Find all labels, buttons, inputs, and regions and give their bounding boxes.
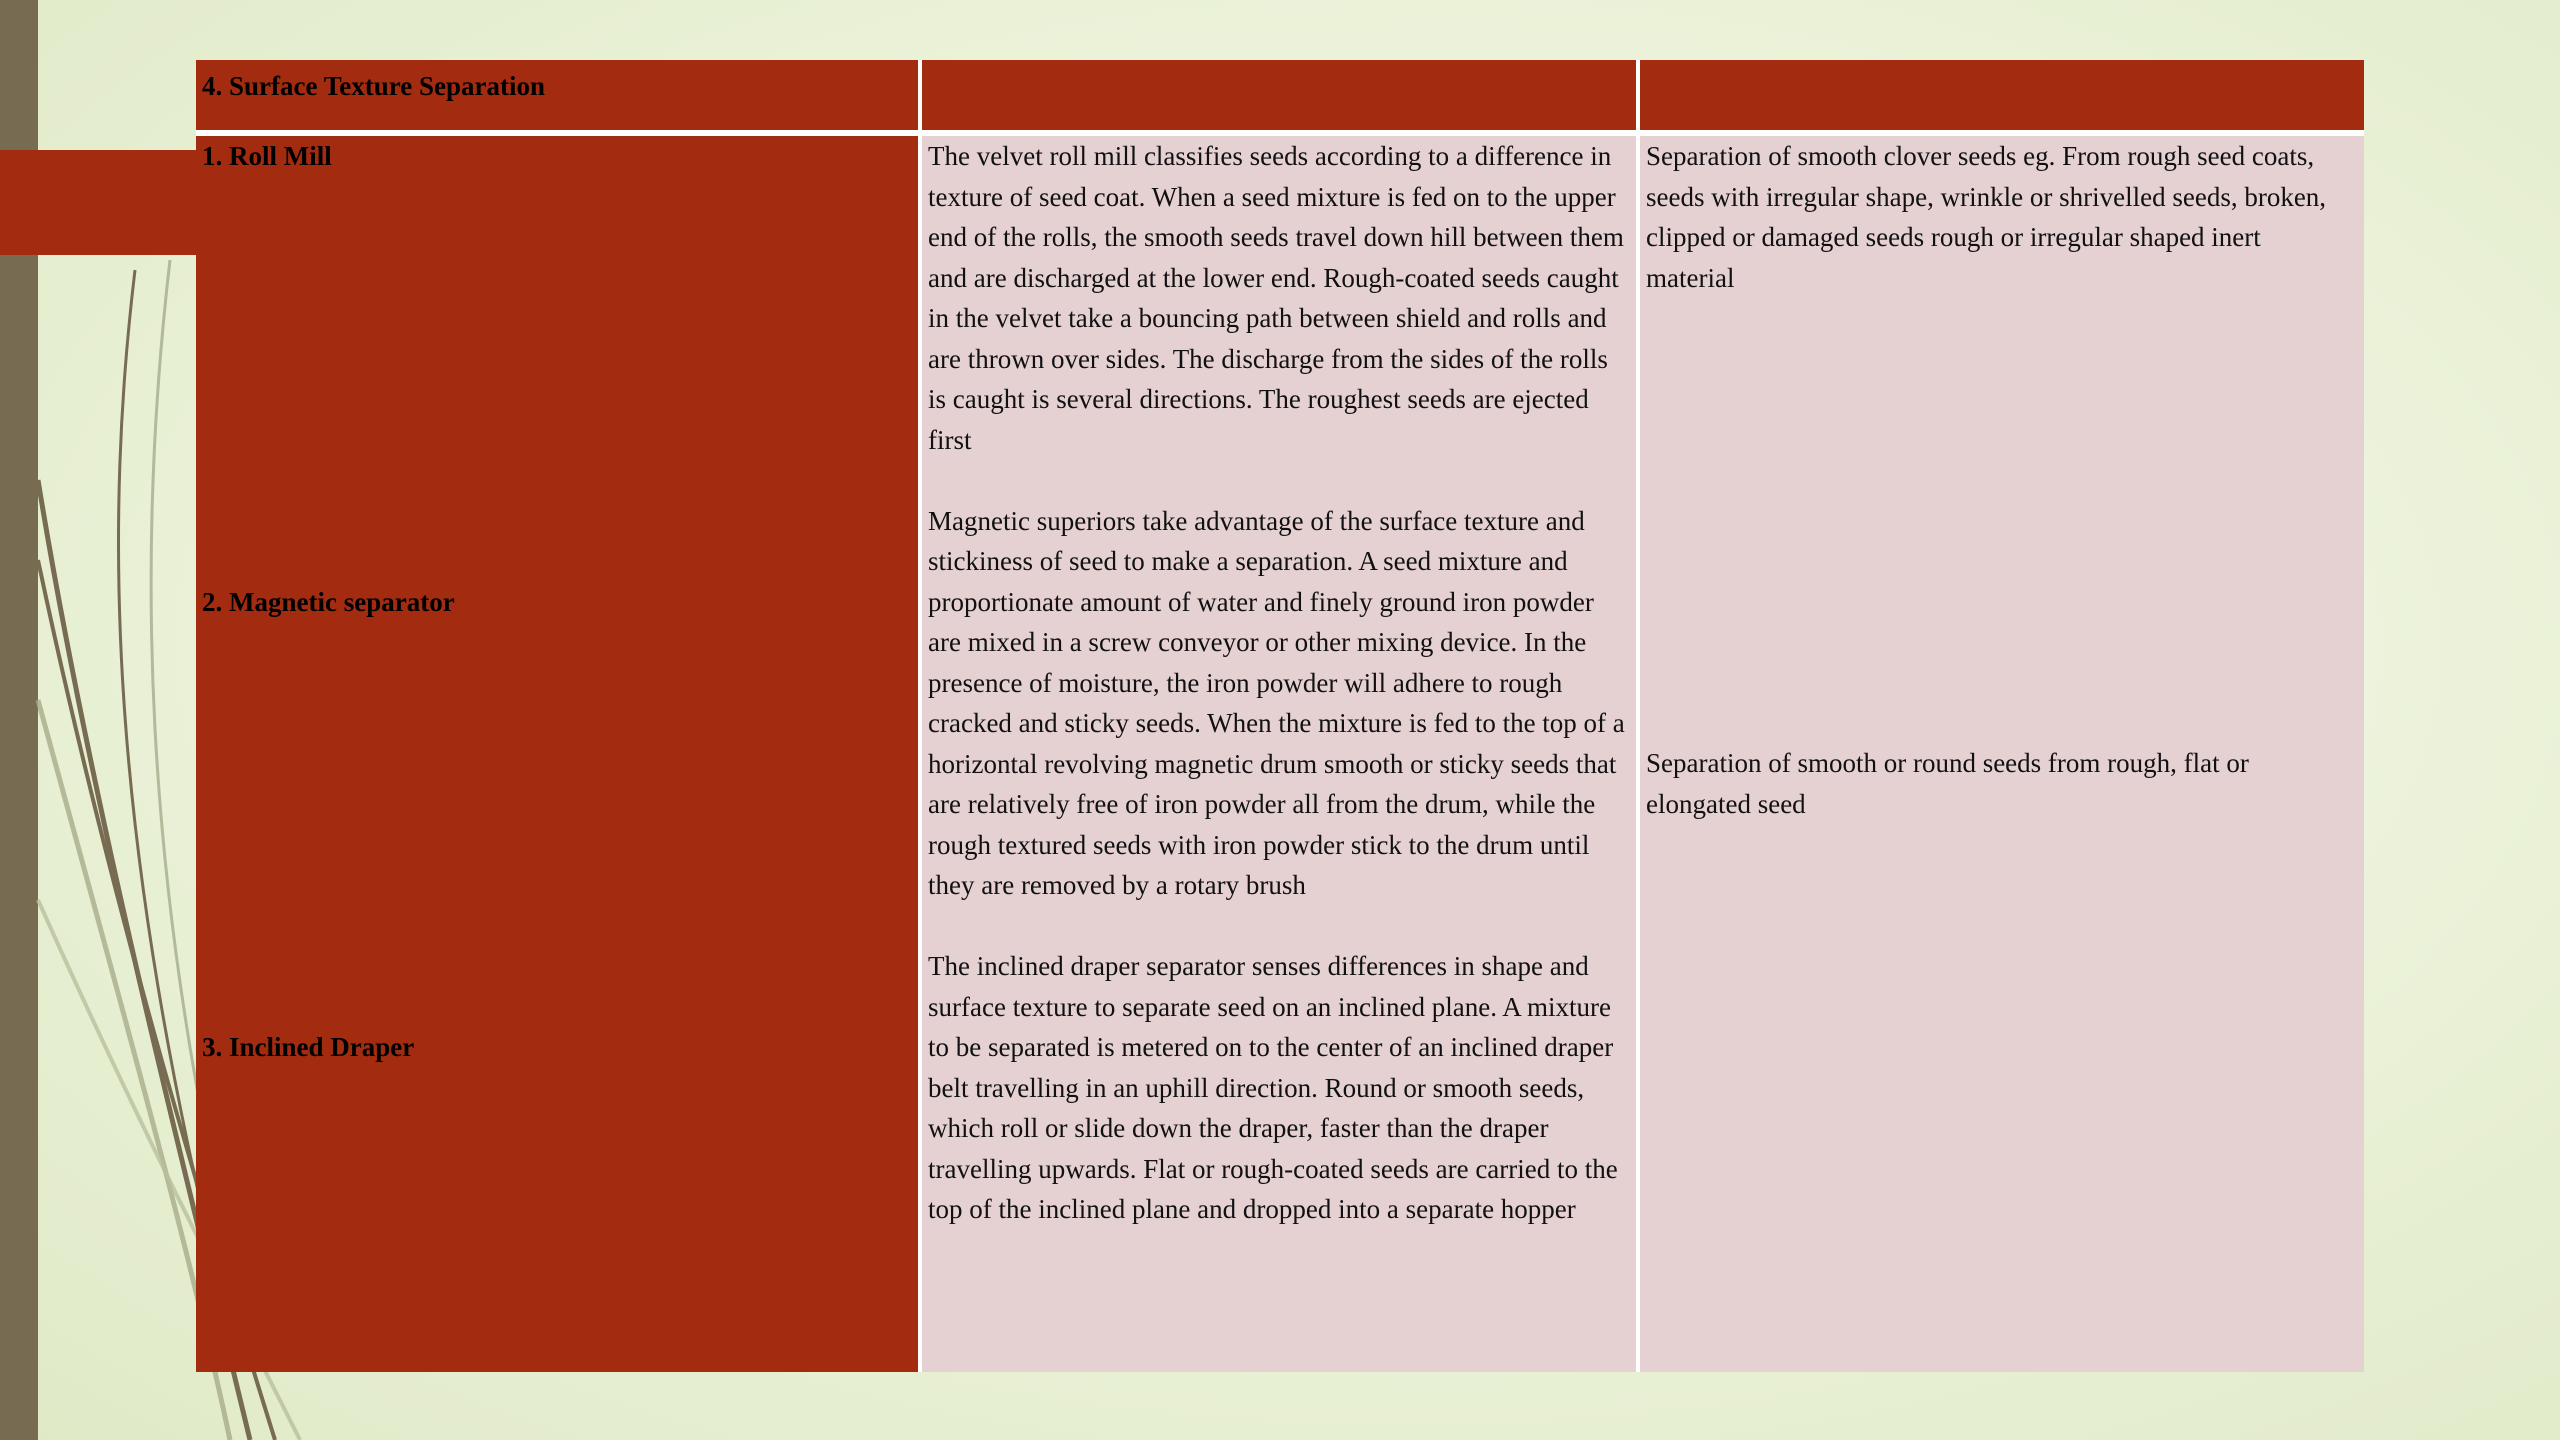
descriptions-column — [918, 130, 1636, 1372]
uses-column — [1636, 130, 2364, 1372]
method-name-inclined-draper: 3. Inclined Draper — [202, 1032, 415, 1062]
method-name-roll-mill: 1. Roll Mill — [202, 141, 332, 171]
description-magnetic-separator: Magnetic superiors take advantage of the surface texture and stickiness of seed to make a separation. A seed mixture and proportionate amount of water and finely ground iron powder are mixed in a screw conveyor or other mixing device. In the presence of moisture, the iron powder will adhere to rough cracked and sticky seeds. When the mixture is fed to the top of a horizontal revolving magnetic drum smooth or sticky seeds that are relatively free of iron powder all from the drum, while the rough textured seeds with iron powder stick to the drum until they are removed by a rotary brush — [928, 505, 1625, 900]
table-header-title: 4. Surface Texture Separation — [202, 71, 545, 101]
separation-table — [196, 60, 2364, 1372]
table-header-cell-2 — [918, 60, 1636, 130]
method-name-magnetic-separator: 2. Magnetic separator — [202, 587, 455, 617]
table-header-cell-3 — [1636, 60, 2364, 130]
table-header-title-cell — [196, 60, 918, 130]
method-names-column — [196, 130, 918, 1372]
accent-block — [0, 150, 196, 255]
use-roll-mill: Separation of smooth clover seeds eg. From rough seed coats, seeds with irregular shape, wrinkle or shrivelled seeds, broken, clipped or damaged seeds rough or irregular shaped inert material — [1646, 141, 2327, 293]
use-magnetic-separator: Separation of smooth or round seeds from rough, flat or elongated seed — [1646, 748, 2249, 819]
description-inclined-draper: The inclined draper separator senses differences in shape and surface texture to separate seed on an inclined plane. A mixture to be separated is metered on to the center of an inclined draper belt travelling in an uphill direction. Round or smooth seeds, which roll or slide down the draper, faster than the draper travelling upwards. Flat or rough-coated seeds are carried to the top of the inclined plane and dropped into a separate hopper — [928, 951, 1618, 1224]
description-roll-mill: The velvet roll mill classifies seeds according to a difference in texture of seed coat. When a seed mixture is fed on to the upper end of the rolls, the smooth seeds travel down hill between them and are discharged at the lower end. Rough-coated seeds caught in the velvet take a bouncing path between shield and rolls and are thrown over sides. The discharge from the sides of the rolls is caught is several directions. The roughest seeds are ejected first — [928, 141, 1624, 455]
